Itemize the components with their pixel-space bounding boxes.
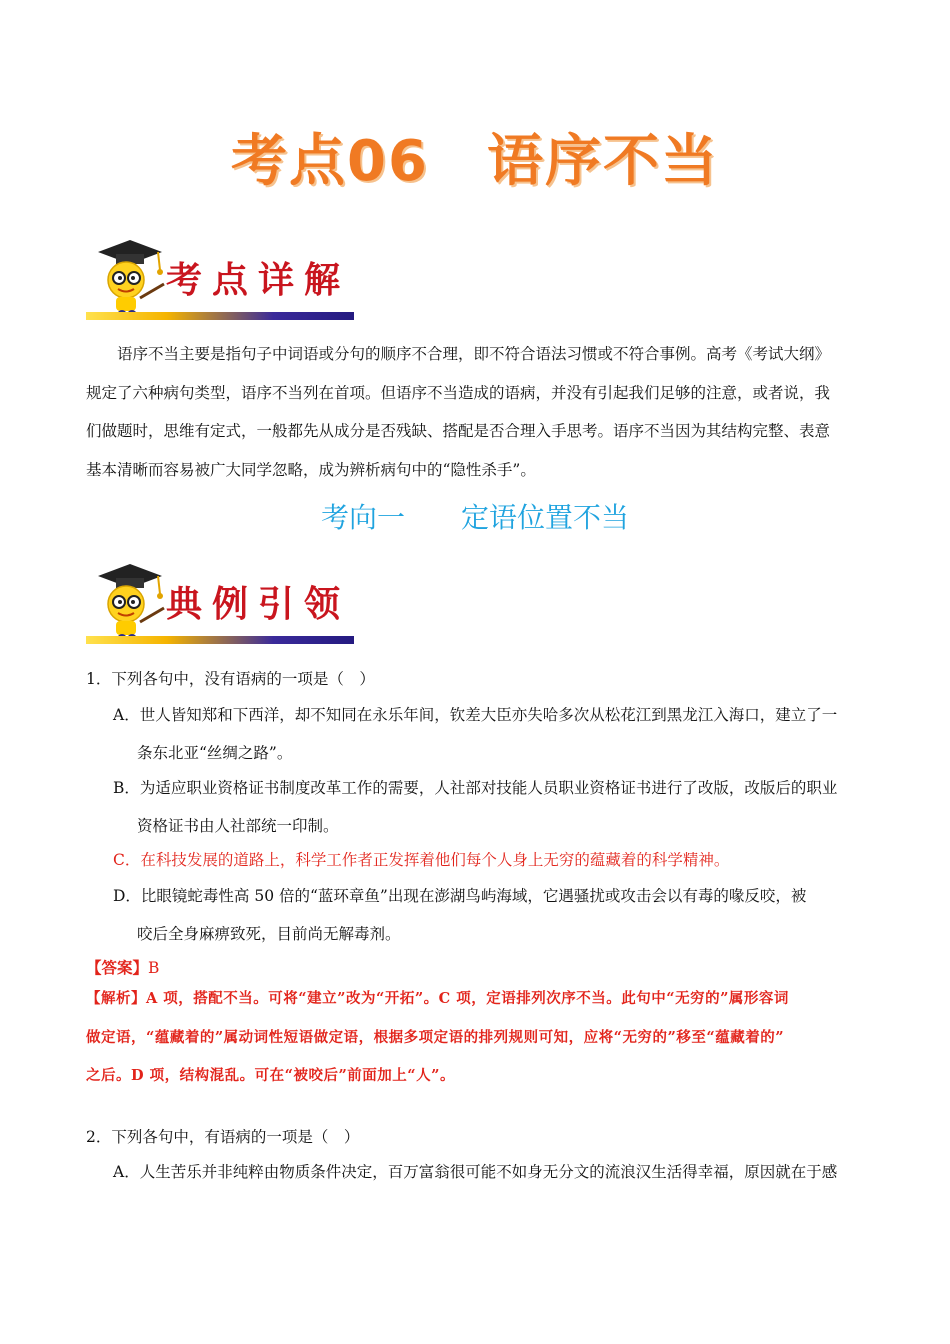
- section-banner-examples: [86, 564, 358, 644]
- q1-option-d-line1: D．比眼镜蛇毒性高 50 倍的“蓝环章鱼”出现在澎湖鸟屿海域，它遇骚扰或攻击会以有毒的喙反咬，被: [113, 887, 807, 905]
- topic-subheading: [0, 496, 950, 540]
- intro-line: 规定了六种病句类型，语序不当列在首项。但语序不当造成的语病，并没有引起我们足够的注意，或者说，我: [86, 383, 831, 402]
- subhead-label: 考向一: [320, 501, 405, 534]
- title-topic-name: 语序不当: [486, 129, 719, 194]
- analysis-tag: 【解析】: [86, 990, 146, 1007]
- q1-analysis: [86, 980, 866, 1096]
- answer-value: B: [148, 959, 160, 977]
- q1-answer: [86, 956, 159, 980]
- section-banner-underline: [86, 636, 354, 644]
- section-banner-label: 考点详解: [166, 259, 351, 301]
- analysis-text: A 项，搭配不当。可将“建立”改为“开拓”。C 项，定语排列次序不当。此句中“无穷的”属形容词: [146, 990, 789, 1007]
- graduate-mascot-icon: [86, 564, 166, 644]
- intro-paragraph: [86, 335, 864, 489]
- page-title: [0, 122, 950, 202]
- q2-option-a-line1: A．人生苦乐并非纯粹由物质条件决定，百万富翁很可能不如身无分文的流浪汉生活得幸福，原因就在于感: [113, 1163, 838, 1181]
- section-banner-underline: [86, 312, 354, 320]
- section-banner-label: 典例引领: [166, 583, 351, 625]
- answer-tag: 【答案】: [86, 958, 149, 977]
- q1-option-d-line2: 咬后全身麻痹致死，目前尚无解毒剂。: [137, 925, 401, 943]
- title-topic-number: 考点06: [231, 129, 429, 194]
- q1-option-b-line2: 资格证书由人社部统一印制。: [137, 817, 339, 835]
- q1-option-b-line1: B．为适应职业资格证书制度改革工作的需要，人社部对技能人员职业资格证书进行了改版，改版后的职业: [113, 779, 838, 797]
- subhead-topic: 定语位置不当: [461, 501, 630, 534]
- analysis-line: [86, 980, 866, 1019]
- analysis-line: 之后。D 项，结构混乱。可在“被咬后”前面加上“人”。: [86, 1067, 455, 1084]
- q1-option-a-line1: A．世人皆知郑和下西洋，却不知同在永乐年间，钦差大臣亦失哈多次从松花江到黑龙江入海口，建立了一: [113, 706, 838, 724]
- graduate-mascot-icon: [86, 240, 166, 320]
- intro-line: 们做题时，思维有定式，一般都先从成分是否残缺、搭配是否合理入手思考。语序不当因为其结构完整、表意: [86, 422, 831, 440]
- analysis-line: 做定语，“蕴藏着的”属动词性短语做定语，根据多项定语的排列规则可知，应将“无穷的”移至“蕴藏着的”: [86, 1028, 785, 1046]
- intro-line: 语序不当主要是指句子中词语或分句的顺序不合理，即不符合语法习惯或不符合事例。高考《考试大纲》: [117, 345, 831, 363]
- section-banner-detail: [86, 240, 358, 320]
- q1-stem: 1．下列各句中，没有语病的一项是（ ）: [86, 670, 375, 688]
- intro-line: 基本清晰而容易被广大同学忽略，成为辨析病句中的“隐性杀手”。: [86, 460, 536, 479]
- q1-option-a-line2: 条东北亚“丝绸之路”。: [137, 744, 293, 762]
- q2-stem: 2．下列各句中，有语病的一项是（ ）: [86, 1128, 360, 1146]
- q1-option-c: C．在科技发展的道路上，科学工作者正发挥着他们每个人身上无穷的蕴藏着的科学精神。: [113, 851, 730, 869]
